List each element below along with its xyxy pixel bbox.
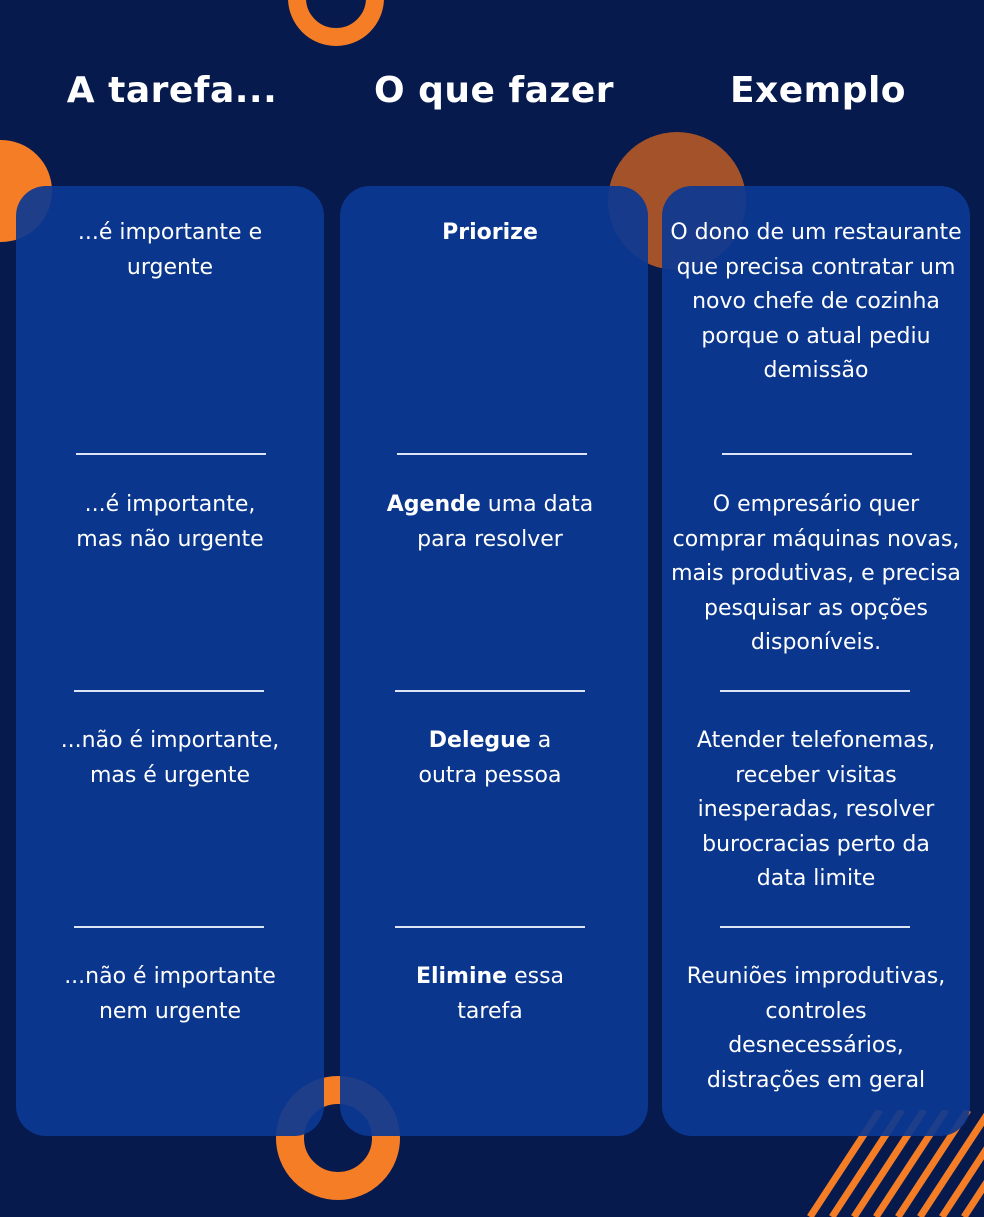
action-cell [340, 488, 640, 557]
row-divider [76, 453, 266, 455]
example-cell: O dono de um restaurante que precisa contratar um novo chefe de cozinha porque o atual pediu demissão [670, 220, 962, 383]
row-divider [720, 926, 910, 928]
row-divider [395, 926, 585, 928]
action-text: essa tarefa [457, 964, 565, 1024]
row-divider [395, 690, 585, 692]
row-divider [74, 690, 264, 692]
action-cell [340, 724, 640, 793]
action-verb: Priorize [442, 220, 538, 245]
header-example: Exemplo [729, 70, 907, 111]
task-cell: ...é importante, mas não urgente [76, 492, 264, 552]
row-divider [397, 453, 587, 455]
task-cell: ...não é importante nem urgente [64, 964, 276, 1024]
action-text: a outra pessoa [418, 728, 562, 788]
action-cell [340, 960, 640, 1029]
header-action: O que fazer [373, 70, 615, 111]
example-cell: Atender telefonemas, receber visitas inesperadas, resolver burocracias perto da data limite [696, 728, 936, 891]
action-verb: Agende [386, 492, 481, 517]
example-cell: Reuniões improdutivas, controles desnecessários, distrações em geral [686, 964, 946, 1093]
action-text: uma data para resolver [417, 492, 594, 552]
header-task: A tarefa... [66, 70, 278, 111]
row-divider [74, 926, 264, 928]
row-divider [720, 690, 910, 692]
action-verb: Elimine [415, 964, 508, 989]
task-cell: ...é importante e urgente [77, 220, 263, 280]
action-verb: Delegue [428, 728, 531, 753]
example-cell: O empresário quer comprar máquinas novas, mais produtivas, e precisa pesquisar as opções disponíveis. [671, 492, 961, 655]
action-cell [340, 216, 640, 251]
orange-ring-decoration [288, 0, 384, 46]
row-divider [722, 453, 912, 455]
task-cell: ...não é importante, mas é urgente [60, 728, 280, 788]
